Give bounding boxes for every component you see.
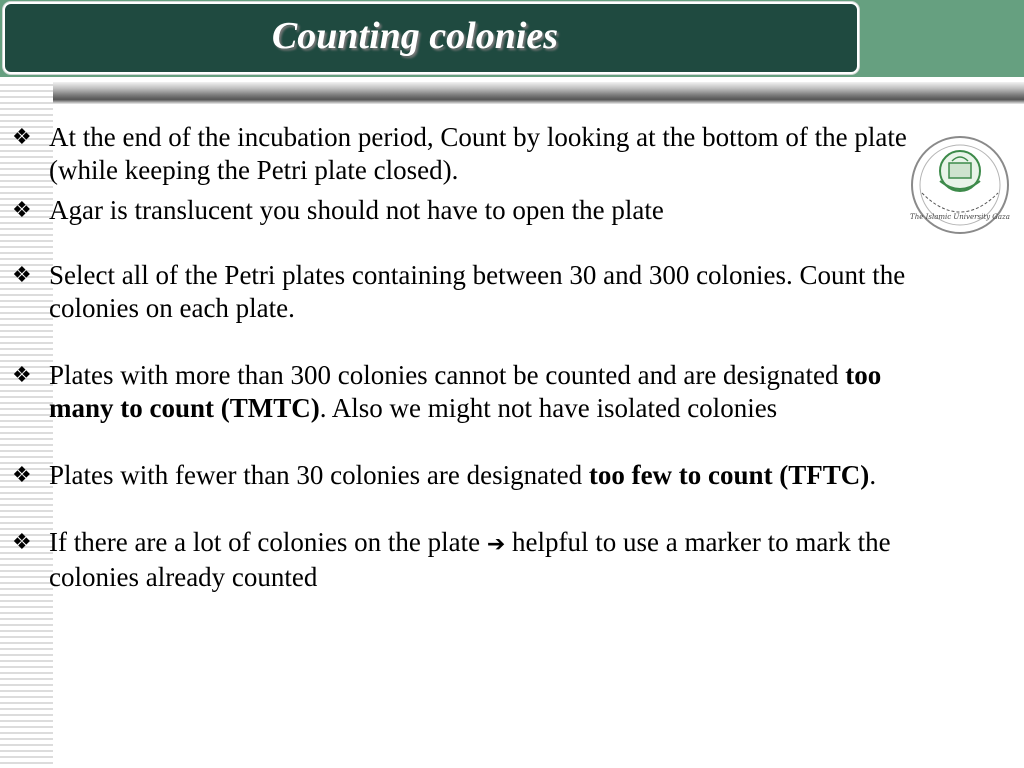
diamond-bullet-icon: ❖ [12,363,32,388]
list-item [12,121,907,187]
list-item [12,459,907,492]
bullet-text: Agar is translucent you should not have to open the plate [49,195,664,225]
bullet-text [49,360,881,423]
bullet-bold-term: too many to count (TMTC) [49,360,882,423]
diamond-bullet-icon: ❖ [12,530,32,555]
header-divider-band [0,82,1024,104]
bullet-text-start: Plates with fewer than 30 colonies are designated [49,460,589,490]
bullet-text-start: Plates with more than 300 colonies cannot be counted and are designated [49,360,846,390]
bullet-text: Select all of the Petri plates containing between 30 and 300 colonies. Count the colonies on each plate. [49,260,906,323]
list-item [12,194,907,227]
university-seal-icon [908,135,1012,235]
list-item [12,259,907,325]
list-item [12,526,907,594]
slide-title: Counting colonies [271,15,559,57]
title-banner [3,2,859,74]
diamond-bullet-icon: ❖ [12,125,32,150]
bullet-bold-term: too few to count (TFTC) [588,460,870,490]
bullet-text-end: helpful to use a marker to mark the colonies already counted [49,527,891,592]
diamond-bullet-icon: ❖ [12,463,32,488]
bullet-list [12,121,907,594]
bullet-text [49,460,876,490]
diamond-bullet-icon: ❖ [12,198,32,223]
bullet-text-start: If there are a lot of colonies on the plate [49,527,487,557]
right-arrow-icon: ➔ [486,532,506,557]
bullet-text [49,527,891,592]
seal-text: The Islamic University Gaza [910,213,1010,221]
bullet-text: At the end of the incubation period, Count by looking at the bottom of the plate (while keeping the Petri plate closed). [49,122,907,185]
bullet-text-end: . Also we might not have isolated colonies [319,393,778,423]
list-item [12,359,907,425]
diamond-bullet-icon: ❖ [12,263,32,288]
bullet-text-end: . [869,460,877,490]
